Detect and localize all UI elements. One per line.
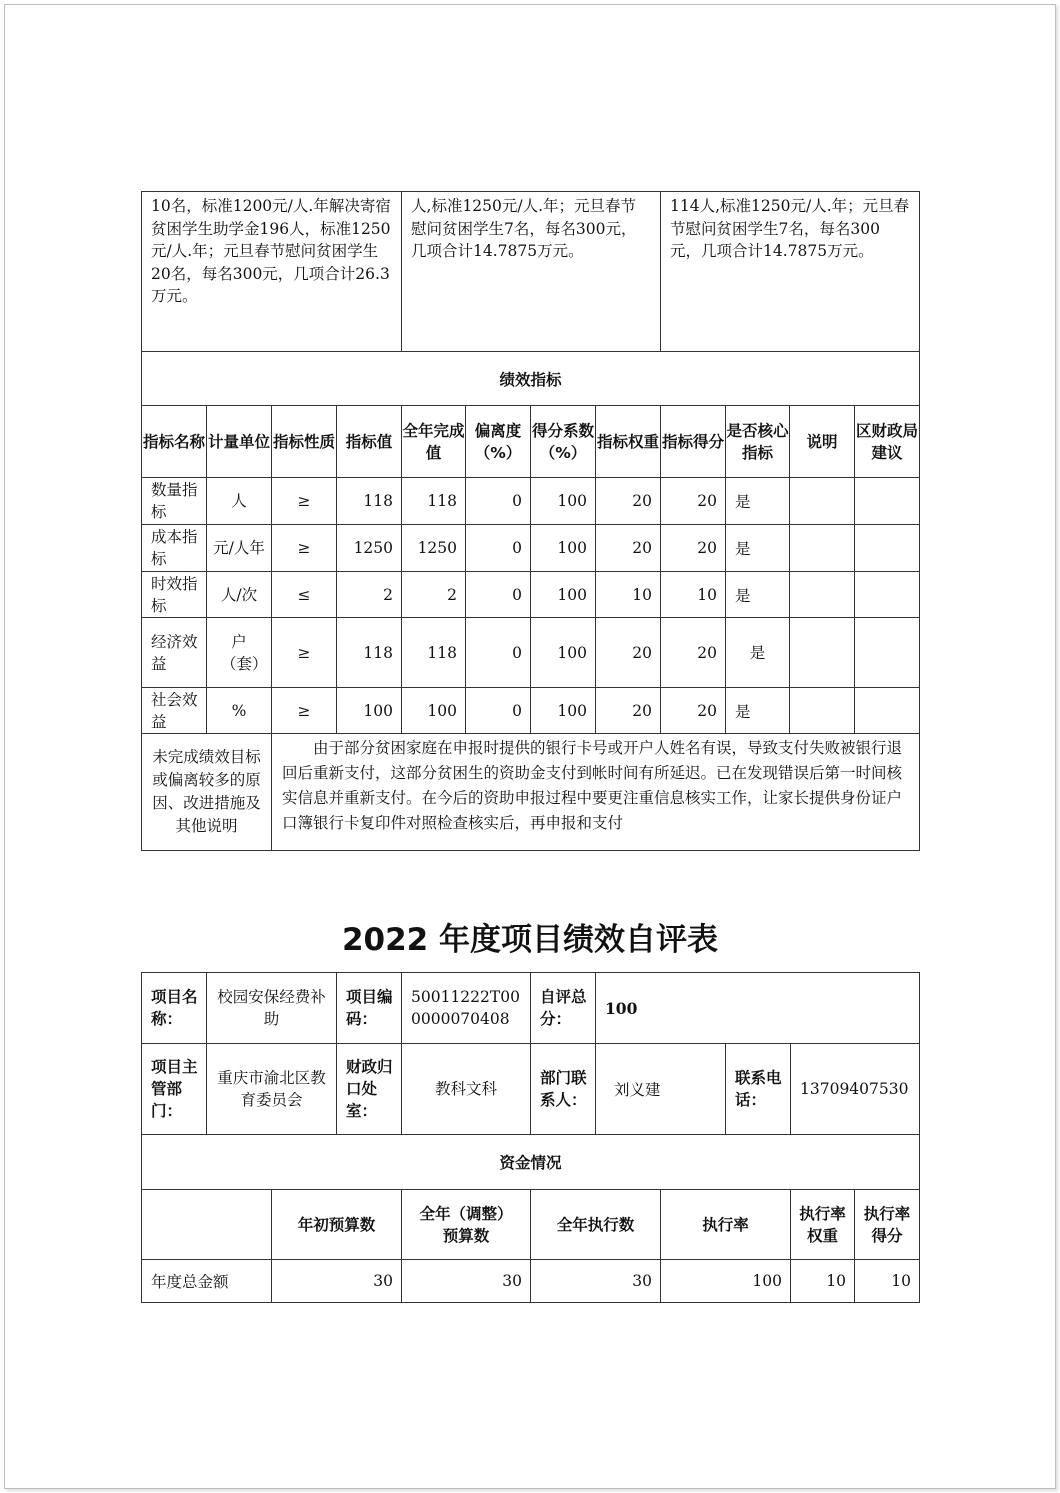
indicator-weight: 20 [596, 618, 661, 688]
indicator-advice [855, 478, 920, 525]
perf-header-row [142, 406, 920, 478]
indicator-deviation: 0 [466, 688, 531, 734]
note-row [142, 734, 920, 851]
indicator-description [790, 478, 855, 525]
dept-label: 项目主管部门： [142, 1044, 207, 1135]
indicator-score: 10 [661, 572, 726, 618]
indicator-name: 经济效益 [142, 618, 207, 688]
project-table [141, 972, 920, 1135]
indicator-core: 是 [726, 525, 790, 572]
indicator-done: 1250 [402, 525, 466, 572]
funds-section-title: 资金情况 [142, 1135, 920, 1190]
perf-row [142, 525, 920, 572]
perf-row [142, 478, 920, 525]
continuation-row [142, 192, 920, 352]
funds-header: 全年（调整）预算数 [402, 1190, 531, 1260]
funds-header: 执行率权重 [791, 1190, 855, 1260]
note-text: 由于部分贫困家庭在申报时提供的银行卡号或开户人姓名有误，导致支付失败被银行退回后重新支付，这部分贫困生的资助金支付到帐时间有所延迟。已在发现错误后第一时间核实信息并重新支付。在今后的资助申报过程中要更注重信息核实工作，让家长提供身份证户口簿银行卡复印件对照检查核实后，再申报和支付 [272, 734, 920, 851]
funds-adjusted: 30 [402, 1260, 531, 1303]
indicator-deviation: 0 [466, 618, 531, 688]
perf-row [142, 688, 920, 734]
office: 教科文科 [402, 1044, 531, 1135]
project-row-1 [142, 973, 920, 1044]
indicator-unit: 人/次 [207, 572, 272, 618]
indicator-advice [855, 572, 920, 618]
indicator-unit: 人 [207, 478, 272, 525]
project-row-2 [142, 1044, 920, 1135]
indicator-nature: ≥ [272, 618, 337, 688]
self-score-label: 自评总分： [531, 973, 596, 1044]
indicator-unit: 户（套） [207, 618, 272, 688]
indicator-coefficient: 100 [531, 478, 596, 525]
perf-header: 是否核心指标 [726, 406, 790, 478]
note-label: 未完成绩效目标或偏离较多的原因、改进措施及其他说明 [142, 734, 272, 851]
indicator-value: 118 [337, 618, 402, 688]
indicator-description [790, 572, 855, 618]
perf-header: 区财政局建议 [855, 406, 920, 478]
perf-header: 指标权重 [596, 406, 661, 478]
project-code: 50011222T000000070408 [402, 973, 531, 1044]
indicator-score: 20 [661, 525, 726, 572]
indicator-coefficient: 100 [531, 688, 596, 734]
indicator-coefficient: 100 [531, 572, 596, 618]
indicator-nature: ≤ [272, 572, 337, 618]
indicator-deviation: 0 [466, 572, 531, 618]
funds-header: 全年执行数 [531, 1190, 661, 1260]
contact-label: 部门联系人： [531, 1044, 596, 1135]
perf-row [142, 572, 920, 618]
perf-header: 得分系数（%） [531, 406, 596, 478]
perf-header: 指标性质 [272, 406, 337, 478]
project-name-label: 项目名称： [142, 973, 207, 1044]
indicator-value: 100 [337, 688, 402, 734]
indicator-name: 数量指标 [142, 478, 207, 525]
indicator-description [790, 688, 855, 734]
contact: 刘义建 [596, 1044, 726, 1135]
indicator-advice [855, 688, 920, 734]
indicator-deviation: 0 [466, 525, 531, 572]
indicator-value: 118 [337, 478, 402, 525]
indicator-description [790, 525, 855, 572]
indicator-score: 20 [661, 478, 726, 525]
funds-table [141, 1134, 920, 1303]
perf-header: 指标得分 [661, 406, 726, 478]
project-name: 校园安保经费补助 [207, 973, 337, 1044]
indicator-done: 2 [402, 572, 466, 618]
indicator-deviation: 0 [466, 478, 531, 525]
continuation-col3: 114人,标准1250元/人.年；元旦春节慰问贫困学生7名，每名300元，几项合计14.7875万元。 [661, 192, 920, 352]
perf-section-title: 绩效指标 [142, 352, 920, 406]
perf-header: 指标名称 [142, 406, 207, 478]
indicator-nature: ≥ [272, 525, 337, 572]
phone: 13709407530 [791, 1044, 920, 1135]
indicator-core: 是 [726, 572, 790, 618]
indicator-nature: ≥ [272, 688, 337, 734]
indicator-name: 时效指标 [142, 572, 207, 618]
funds-weight: 10 [791, 1260, 855, 1303]
performance-table [141, 191, 920, 851]
indicator-description [790, 618, 855, 688]
dept: 重庆市渝北区教育委员会 [207, 1044, 337, 1135]
indicator-weight: 10 [596, 572, 661, 618]
funds-header-row [142, 1190, 920, 1260]
continuation-col2: 人,标准1250元/人.年；元旦春节慰问贫困学生7名，每名300元，几项合计14.7875万元。 [402, 192, 661, 352]
funds-header [142, 1190, 272, 1260]
funds-initial: 30 [272, 1260, 402, 1303]
indicator-done: 118 [402, 478, 466, 525]
perf-header: 指标值 [337, 406, 402, 478]
indicator-value: 1250 [337, 525, 402, 572]
indicator-core: 是 [726, 618, 790, 688]
funds-row [142, 1260, 920, 1303]
funds-header: 年初预算数 [272, 1190, 402, 1260]
indicator-weight: 20 [596, 688, 661, 734]
perf-header: 偏离度（%） [466, 406, 531, 478]
indicator-coefficient: 100 [531, 618, 596, 688]
indicator-weight: 20 [596, 478, 661, 525]
indicator-coefficient: 100 [531, 525, 596, 572]
indicator-score: 20 [661, 688, 726, 734]
indicator-core: 是 [726, 688, 790, 734]
funds-executed: 30 [531, 1260, 661, 1303]
perf-header: 说明 [790, 406, 855, 478]
self-score: 100 [596, 973, 920, 1044]
indicator-weight: 20 [596, 525, 661, 572]
indicator-score: 20 [661, 618, 726, 688]
perf-row [142, 618, 920, 688]
indicator-name: 成本指标 [142, 525, 207, 572]
phone-label: 联系电话： [726, 1044, 791, 1135]
indicator-value: 2 [337, 572, 402, 618]
perf-header: 计量单位 [207, 406, 272, 478]
office-label: 财政归口处室： [337, 1044, 402, 1135]
page-title: 2022 年度项目绩效自评表 [341, 922, 719, 958]
indicator-core: 是 [726, 478, 790, 525]
funds-score: 10 [855, 1260, 920, 1303]
indicator-advice [855, 618, 920, 688]
continuation-col1: 10名，标准1200元/人.年解决寄宿贫困学生助学金196人，标准1250元/人.年；元旦春节慰问贫困学生20名，每名300元，几项合计26.3万元。 [142, 192, 402, 352]
funds-rate: 100 [661, 1260, 791, 1303]
indicator-name: 社会效益 [142, 688, 207, 734]
perf-header: 全年完成值 [402, 406, 466, 478]
indicator-unit: 元/人年 [207, 525, 272, 572]
indicator-done: 118 [402, 618, 466, 688]
indicator-unit: % [207, 688, 272, 734]
indicator-advice [855, 525, 920, 572]
funds-row-label: 年度总金额 [142, 1260, 272, 1303]
project-code-label: 项目编码： [337, 973, 402, 1044]
funds-header: 执行率 [661, 1190, 791, 1260]
indicator-nature: ≥ [272, 478, 337, 525]
funds-header: 执行率得分 [855, 1190, 920, 1260]
indicator-done: 100 [402, 688, 466, 734]
